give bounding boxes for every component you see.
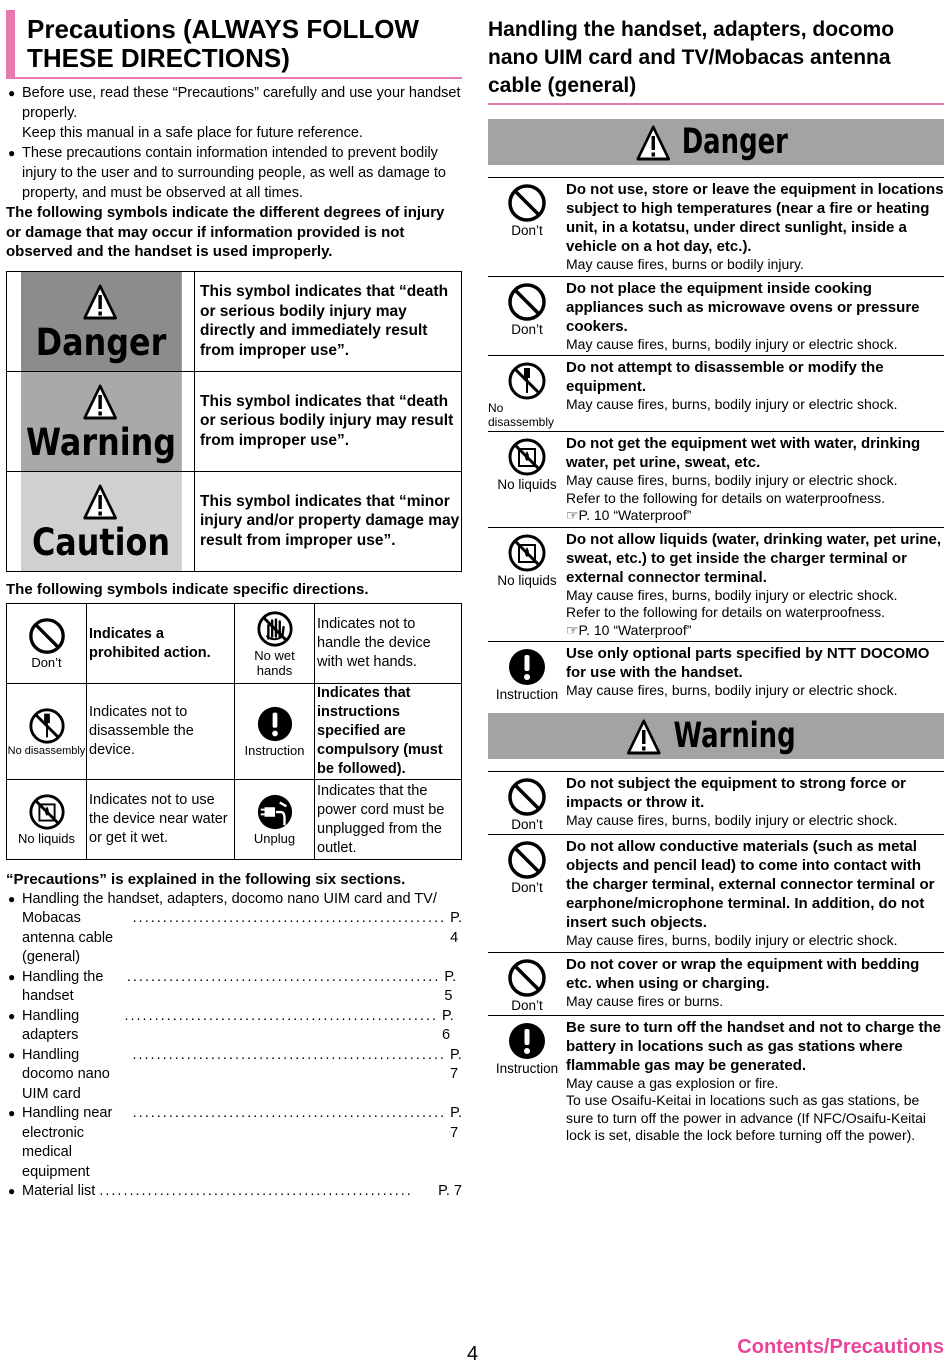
- toc-text: ● Handling docomo nano UIM card: [22, 1046, 110, 1102]
- section-title: Handling the handset, adapters, docomo nano UIM card and TV/Mobacas antenna cable (general): [488, 16, 944, 105]
- instruction-icon: [507, 1021, 547, 1061]
- item-heading: Do not cover or wrap the equipment with bedding etc. when using or charging.: [566, 955, 920, 992]
- toc-item[interactable]: [6, 1046, 462, 1105]
- symbols-table: [6, 603, 462, 860]
- warning-list: [488, 771, 944, 1147]
- intro-bullet: [6, 143, 462, 203]
- item-text: [566, 1018, 944, 1145]
- item-text: [566, 180, 944, 274]
- bullet-text: Before use, read these “Precautions” carefully and use your handset properly.: [22, 85, 461, 121]
- item-heading: Do not use, store or leave the equipment in locations subject to high temperatures (near a fire or heating unit, in a kotatsu, under direct sunlight, inside a vehicle on a hot day, etc.).: [566, 181, 944, 255]
- item-heading: Be sure to turn off the handset and not to charge the battery in locations such as gas stations where flammable gas may be generated.: [566, 1018, 942, 1074]
- danger-list: [488, 177, 944, 704]
- prohibited-icon: [507, 840, 547, 880]
- level-label-caution: [20, 471, 182, 571]
- sections-intro: “Precautions” is explained in the following six sections.: [6, 871, 406, 888]
- symbol-cell: [7, 780, 87, 860]
- symbol-cell: [235, 780, 315, 860]
- item-icon-cell: [488, 180, 566, 274]
- toc-leader: ....................................................: [132, 910, 447, 926]
- degrees-text: The following symbols indicate the different degrees of injury or damage that may occur if information provided is not observed and the handset is used improperly.: [6, 204, 445, 260]
- symbols-row: [7, 604, 462, 684]
- warning-triangle-icon: [636, 125, 670, 161]
- item-body-line: May cause fires or burns.: [566, 992, 724, 1009]
- item-icon-label: Don’t: [511, 880, 543, 895]
- item-icon-label: No liquids: [497, 572, 557, 588]
- warning-triangle-icon: [82, 384, 116, 420]
- level-label-text: Warning: [25, 421, 176, 464]
- symbol-label: No liquids: [17, 831, 76, 846]
- toc-item[interactable]: [6, 890, 462, 910]
- item-body-line: May cause a gas explosion or fire.: [566, 1074, 779, 1091]
- symbol-label: Instruction: [244, 743, 305, 758]
- symbol-desc: Indicates not to handle the device with wet hands.: [315, 604, 462, 684]
- no-liquids-icon: [507, 533, 547, 573]
- item-heading: Do not get the equipment wet with water, drinking water, pet urine, sweat, etc.: [566, 435, 921, 471]
- item-body-line: May cause fires, burns, bodily injury or electric shock.: [566, 335, 898, 352]
- left-column: [6, 10, 462, 1202]
- toc-item[interactable]: [6, 1104, 462, 1182]
- precaution-item: [488, 431, 944, 527]
- item-icon-cell: [488, 434, 566, 525]
- toc-page: P. 7: [450, 1105, 462, 1141]
- instruction-icon: [507, 647, 547, 687]
- item-body-line: May cause fires, burns, bodily injury or electric shock.: [566, 472, 898, 488]
- level-label-danger: [20, 271, 182, 371]
- level-label-warning: [20, 371, 182, 471]
- precaution-item: [488, 834, 944, 952]
- level-desc: This symbol indicates that “minor injury and/or property damage may result from improper use”.: [195, 471, 462, 571]
- warning-label: Warning: [673, 716, 796, 756]
- item-body-line: May cause fires, burns, bodily injury or electric shock.: [566, 396, 898, 412]
- danger-band: [488, 119, 944, 165]
- item-heading: Do not allow conductive materials (such as metal objects and pencil lead) to come into contact with the charger terminal, external connector terminal or earphone/microphone terminal. In addition, do not insert such objects.: [566, 838, 935, 931]
- precaution-item: [488, 771, 944, 834]
- toc-leader: ....................................................: [126, 968, 441, 985]
- toc-leader: ....................................................: [99, 1183, 413, 1199]
- warning-triangle-icon: [82, 484, 116, 520]
- level-row-danger: [7, 271, 462, 371]
- no-disassembly-icon: [507, 361, 547, 401]
- symbol-cell: [7, 604, 87, 684]
- toc-text: Mobacas antenna cable (general): [22, 910, 114, 965]
- no-liquids-icon: [28, 793, 66, 831]
- item-text: [566, 644, 944, 702]
- item-icon-label: No liquids: [497, 477, 557, 492]
- page-title: Precautions (ALWAYS FOLLOW THESE DIRECTIONS): [6, 10, 462, 79]
- level-desc: This symbol indicates that “death or serious bodily injury may directly and immediately result from improper use”.: [195, 271, 462, 371]
- item-heading: Use only optional parts specified by NTT DOCOMO for use with the handset.: [566, 645, 930, 681]
- prohibited-icon: [507, 282, 547, 322]
- item-text: [566, 358, 944, 429]
- toc-page: P. 7: [449, 1046, 462, 1082]
- item-body-line: Refer to the following for details on waterproofness.: [566, 489, 886, 506]
- item-icon-cell: [488, 837, 566, 950]
- symbols-row: [7, 780, 462, 860]
- toc-text: ● Material list: [22, 1183, 96, 1199]
- precaution-item: [488, 276, 944, 356]
- prohibited-icon: [28, 617, 66, 655]
- item-icon-label: No disassembly: [488, 401, 555, 429]
- level-desc: This symbol indicates that “death or serious bodily injury may result from improper use”.: [195, 371, 462, 471]
- item-icon-label: Instruction: [495, 1060, 559, 1076]
- item-text: [566, 955, 944, 1013]
- item-icon-label: Instruction: [495, 687, 559, 702]
- item-text: [566, 434, 944, 525]
- toc-text: ● Handling adapters: [22, 1007, 80, 1043]
- danger-label: Danger: [681, 122, 788, 162]
- toc-item[interactable]: [6, 1007, 462, 1046]
- level-row-caution: [7, 471, 462, 571]
- toc-leader: ....................................................: [132, 1105, 447, 1121]
- no-disassembly-icon: [28, 707, 66, 745]
- prohibited-icon: [507, 183, 547, 223]
- toc-item[interactable]: [6, 1182, 462, 1202]
- no-liquids-icon: [507, 437, 547, 477]
- prohibited-icon: [507, 958, 547, 998]
- no-wet-hands-icon: [256, 610, 294, 648]
- toc-text: ● Handling near electronic medical equipment: [22, 1105, 113, 1180]
- symbol-desc: Indicates not to disassemble the device.: [87, 684, 235, 780]
- toc-leader: ....................................................: [124, 1007, 438, 1024]
- toc-page: P. 4: [450, 910, 462, 946]
- item-body-line: May cause fires, burns or bodily injury.: [566, 256, 804, 272]
- item-heading: Do not place the equipment inside cooking appliances such as microwave ovens or pressure cookers.: [566, 279, 920, 335]
- item-body-line: May cause fires, burns, bodily injury or electric shock.: [566, 812, 898, 828]
- level-row-warning: [7, 371, 462, 471]
- toc-item[interactable]: [6, 968, 462, 1007]
- item-heading: Do not attempt to disassemble or modify the equipment.: [566, 359, 884, 395]
- item-icon-cell: [488, 358, 566, 429]
- item-text: [566, 279, 944, 354]
- toc-leader: ....................................................: [132, 1046, 446, 1063]
- item-icon-cell: [488, 279, 566, 354]
- item-icon-cell: [488, 644, 566, 702]
- toc-page: P. 6: [441, 1007, 454, 1043]
- levels-table: [6, 271, 462, 572]
- warning-triangle-icon: [627, 719, 661, 755]
- item-icon-cell: [488, 774, 566, 832]
- toc-text: Handling the handset, adapters, docomo nano UIM card and TV/: [22, 890, 437, 907]
- toc: [6, 870, 462, 1202]
- item-icon-cell: [488, 1018, 566, 1145]
- prohibited-icon: [507, 777, 547, 817]
- item-heading: Do not subject the equipment to strong force or impacts or throw it.: [566, 775, 907, 811]
- instruction-icon: [256, 705, 294, 743]
- item-icon-label: Don’t: [511, 223, 543, 238]
- precaution-item: [488, 1015, 944, 1147]
- item-heading: Do not allow liquids (water, drinking water, pet urine, sweat, etc.) to get inside the charger terminal or external connector terminal.: [566, 530, 942, 586]
- symbol-label: Unplug: [253, 831, 296, 846]
- symbol-cell: [235, 684, 315, 780]
- item-icon-cell: [488, 530, 566, 640]
- warning-triangle-icon: [82, 284, 116, 320]
- item-icon-label: Don’t: [511, 321, 543, 337]
- precaution-item: [488, 355, 944, 431]
- toc-page: P. 5: [444, 968, 457, 1004]
- warning-band: [488, 713, 944, 759]
- precaution-item: [488, 641, 944, 704]
- directions-text: The following symbols indicate specific directions.: [6, 580, 369, 598]
- level-label-text: Danger: [35, 321, 166, 364]
- contents-precautions-link[interactable]: Contents/Precautions: [737, 1336, 944, 1358]
- item-body-line: May cause fires, burns, bodily injury or electric shock.: [566, 586, 898, 603]
- symbol-desc: Indicates not to use the device near water or get it wet.: [87, 780, 235, 860]
- item-icon-label: Don’t: [511, 997, 543, 1013]
- symbol-label: No wet hands: [254, 647, 295, 678]
- item-body-line: To use Osaifu-Keitai in locations such as gas stations, be sure to turn off the power in advance (If NFC/Osaifu-Keitai lock is set, disable the lock before turning off the power).: [566, 1092, 927, 1143]
- toc-item-continued[interactable]: [6, 909, 462, 968]
- precaution-item: [488, 177, 944, 276]
- page-number: 4: [467, 1343, 479, 1365]
- level-label-text: Caution: [31, 521, 170, 564]
- item-body-line: ☞P. 10 “Waterproof”: [566, 507, 692, 523]
- symbol-cell: [235, 604, 315, 684]
- item-body-line: Refer to the following for details on waterproofness.: [566, 604, 886, 620]
- symbol-label: Don’t: [31, 655, 62, 670]
- precaution-item: [488, 952, 944, 1015]
- item-text: [566, 837, 944, 950]
- bullet-text: These precautions contain information intended to prevent bodily injury to the user and to surrounding people, as well as damage to property, and must be observed at all times.: [22, 145, 446, 201]
- toc-text: ● Handling the handset: [22, 968, 104, 1004]
- item-body-line: May cause fires, burns, bodily injury or electric shock.: [566, 682, 898, 698]
- symbol-desc: Indicates that instructions specified are compulsory (must be followed).: [315, 684, 462, 780]
- toc-page: P. 7: [438, 1183, 462, 1199]
- item-icon-label: Don’t: [511, 817, 543, 832]
- precaution-item: [488, 527, 944, 642]
- symbol-label: No disassembly: [7, 744, 86, 757]
- item-body-line: May cause fires, burns, bodily injury or electric shock.: [566, 932, 898, 948]
- symbol-desc: Indicates a prohibited action.: [87, 604, 235, 684]
- item-text: [566, 774, 944, 832]
- item-body-line: ☞P. 10 “Waterproof”: [566, 621, 692, 638]
- bullet-extra: Keep this manual in a safe place for future reference.: [22, 125, 363, 141]
- symbol-cell: [7, 684, 87, 780]
- item-icon-cell: [488, 955, 566, 1013]
- intro-bullet: [6, 83, 462, 143]
- item-text: [566, 530, 944, 640]
- right-column: [488, 16, 944, 1147]
- unplug-icon: [256, 793, 294, 831]
- symbols-row: [7, 684, 462, 780]
- intro: [6, 83, 462, 262]
- symbol-desc: Indicates that the power cord must be unplugged from the outlet.: [315, 780, 462, 860]
